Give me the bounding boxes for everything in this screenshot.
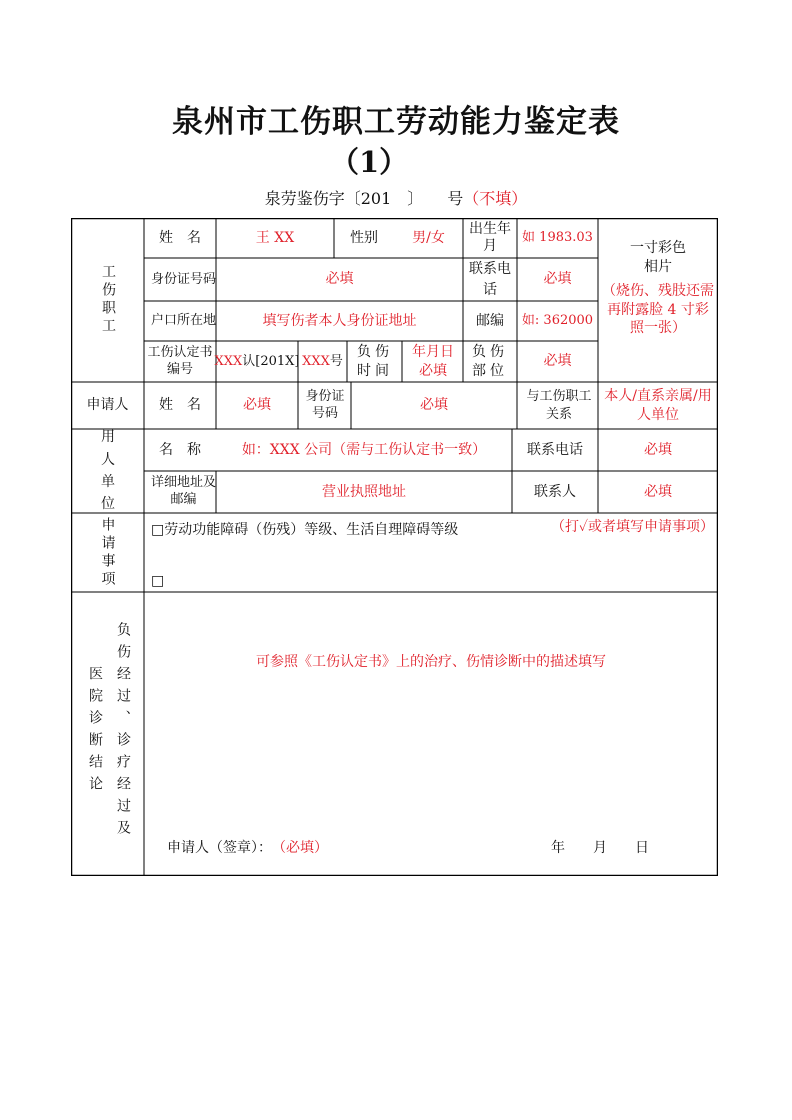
cert-prefix: XXX — [214, 353, 243, 369]
worker-name-input[interactable]: 王 XX — [255, 229, 295, 246]
employer-name-input[interactable]: 如：XXX 公司（需与工伤认定书一致） — [241, 441, 487, 458]
injury-part-label: 负伤部位 — [472, 343, 508, 379]
photo-box[interactable] — [601, 238, 715, 278]
cert-number-suffix: 号 — [329, 353, 343, 369]
document-number-text: 泉劳鉴伤字〔201 〕 号 — [264, 189, 464, 208]
cert-number[interactable] — [298, 341, 347, 382]
worker-section-label: 工伤职工 — [99, 264, 116, 336]
gender-label: 性别 — [350, 229, 378, 246]
employer-section-label: 用人单位 — [101, 429, 115, 513]
request-option-note: （打✓或者填写申请事项） — [551, 519, 715, 535]
applicant-name-label: 姓 名 — [159, 397, 201, 414]
employer-phone-input[interactable]: 必填 — [644, 441, 672, 458]
applicant-id-label: 身份证号码 — [305, 388, 345, 421]
contact-input[interactable]: 必填 — [644, 483, 672, 500]
signature-row[interactable] — [167, 836, 567, 860]
request-option-2[interactable]: □ — [151, 572, 165, 589]
history-hint: 可参照《工伤认定书》上的治疗、伤情诊断中的描述填写 — [256, 653, 606, 670]
photo-label: 一寸彩色相片 — [630, 240, 686, 275]
page-title: 泉州市工伤职工劳动能力鉴定表 — [172, 104, 620, 140]
applicant-id-input[interactable]: 必填 — [420, 397, 448, 414]
employer-address-label: 详细地址及邮编 — [151, 475, 217, 507]
appraisal-form-table — [71, 218, 718, 876]
worker-id-label: 身份证号码 — [151, 271, 216, 287]
postcode-label: 邮编 — [476, 312, 504, 329]
signature-value: （必填） — [272, 839, 328, 856]
birth-input[interactable]: 如 1983.03 — [522, 230, 593, 246]
employer-address-input[interactable]: 营业执照地址 — [322, 483, 406, 500]
cert-mid: 认[201X] — [242, 353, 300, 369]
worker-phone-input[interactable]: 必填 — [543, 271, 572, 288]
photo-note: （烧伤、残肢还需再附露脸 4 寸彩照一张） — [602, 282, 714, 337]
worker-name-label: 姓 名 — [159, 229, 201, 246]
page-subtitle: （1） — [330, 145, 409, 179]
cert-number-value: XXX — [302, 353, 330, 369]
request-section-label: 申请事项 — [99, 516, 116, 589]
birth-label: 出生年月 — [469, 221, 511, 254]
document-number — [0, 186, 792, 209]
address-input[interactable]: 填写伤者本人身份证地址 — [262, 312, 417, 329]
document-number-note: （不填） — [463, 189, 528, 208]
signature-label: 申请人（签章）： — [167, 839, 272, 856]
employer-phone-label: 联系电话 — [527, 441, 583, 458]
address-label: 户口所在地 — [151, 313, 216, 329]
applicant-section-label: 申请人 — [86, 397, 129, 414]
signature-date[interactable]: 年 月 日 — [551, 839, 649, 856]
injury-time-input[interactable]: 年月日必填 — [412, 343, 454, 379]
worker-phone-label: 联系电话 — [469, 260, 511, 298]
cert-input[interactable] — [216, 341, 298, 382]
injury-time-label: 负伤时间 — [357, 343, 393, 379]
worker-id-input[interactable]: 必填 — [325, 271, 354, 288]
request-option-1[interactable]: □劳动功能障碍（伤残）等级、生活自理障碍等级 — [151, 521, 459, 538]
injury-part-input[interactable]: 必填 — [543, 353, 572, 370]
employer-name-label: 名 称 — [159, 441, 201, 458]
cert-label: 工伤认定书编号 — [147, 345, 213, 377]
contact-label: 联系人 — [534, 483, 576, 500]
relation-input[interactable]: 本人/直系亲属/用人单位 — [604, 387, 712, 423]
gender-input[interactable]: 男/女 — [412, 229, 445, 246]
relation-label: 与工伤职工关系 — [526, 388, 592, 422]
applicant-name-input[interactable]: 必填 — [243, 397, 271, 414]
history-section-label: 负伤经过、诊疗经过及医院诊断结论 — [87, 622, 131, 842]
postcode-input[interactable]: 如: 362000 — [521, 313, 594, 329]
